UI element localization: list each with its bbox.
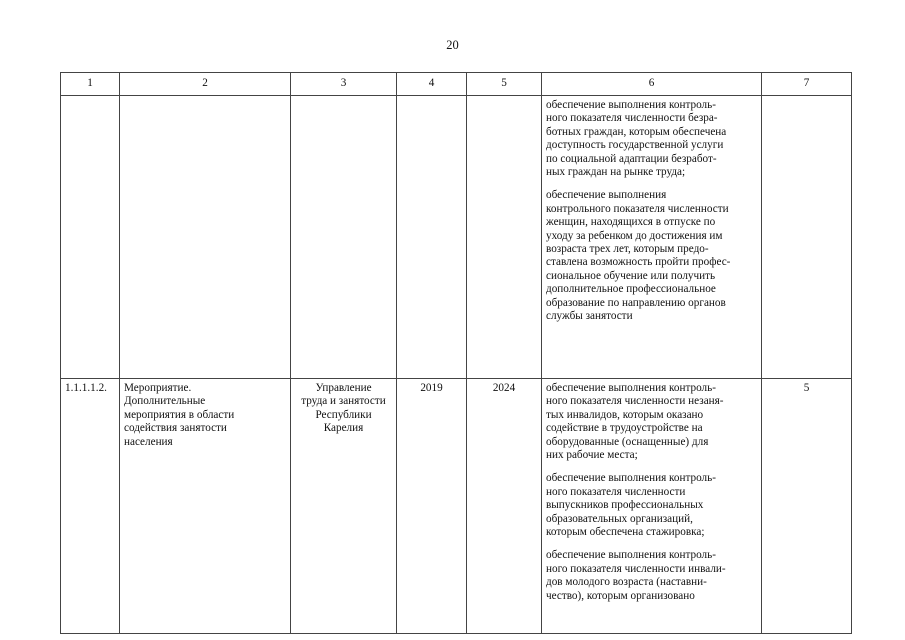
result-paragraph: обеспечение выполнения контроль- ного показателя численности инвали- дов молодого возраста (наставни- чество), которым организовано (546, 549, 726, 602)
col-number-1: 1 (61, 73, 120, 96)
cell-code (61, 96, 120, 379)
cell-start-year: 2019 (397, 379, 467, 634)
result-paragraph: обеспечение выполнения контрольного показателя численности женщин, находящихся в отпуске по уходу за ребенком до достижения им возраста трех лет, которым предо- ставлена возможность пройти профес- сиональное обучение или получить дополнительное профессиональное образование по направлению органов службы занятости (546, 189, 731, 323)
cell-executor (291, 96, 397, 379)
column-number-row (61, 73, 852, 96)
cell-end-year: 2024 (467, 379, 542, 634)
cell-indicator (762, 96, 852, 379)
result-paragraph: обеспечение выполнения контроль- ного показателя численности выпускников профессиональных образовательных организаций, которым обеспечена стажировка; (546, 472, 716, 539)
cell-executor: Управление труда и занятости Республики Карелия (291, 379, 397, 634)
col-number-5: 5 (467, 73, 542, 96)
col-number-3: 3 (291, 73, 397, 96)
cell-start-year (397, 96, 467, 379)
cell-result (542, 379, 762, 634)
col-number-6: 6 (542, 73, 762, 96)
cell-code: 1.1.1.1.2. (61, 379, 120, 634)
col-number-7: 7 (762, 73, 852, 96)
cell-end-year (467, 96, 542, 379)
cell-result (542, 96, 762, 379)
col-number-4: 4 (397, 73, 467, 96)
cell-name: Мероприятие. Дополнительные мероприятия в области содействия занятости населения (120, 379, 291, 634)
result-paragraph: обеспечение выполнения контроль- ного показателя численности безра- ботных граждан, которым обеспечена доступность государственной услуги по социальной адаптации безработ- ных граждан на рынке труда; (546, 99, 727, 179)
col-number-2: 2 (120, 73, 291, 96)
page-number: 20 (446, 38, 459, 52)
cell-name (120, 96, 291, 379)
program-table (60, 72, 852, 634)
table-row (61, 96, 852, 379)
table-row (61, 379, 852, 634)
cell-indicator: 5 (762, 379, 852, 634)
result-paragraph: обеспечение выполнения контроль- ного показателя численности незаня- тых инвалидов, которым оказано содействие в трудоустройстве на оборудованные (оснащенные) для них рабочие места; (546, 382, 724, 462)
